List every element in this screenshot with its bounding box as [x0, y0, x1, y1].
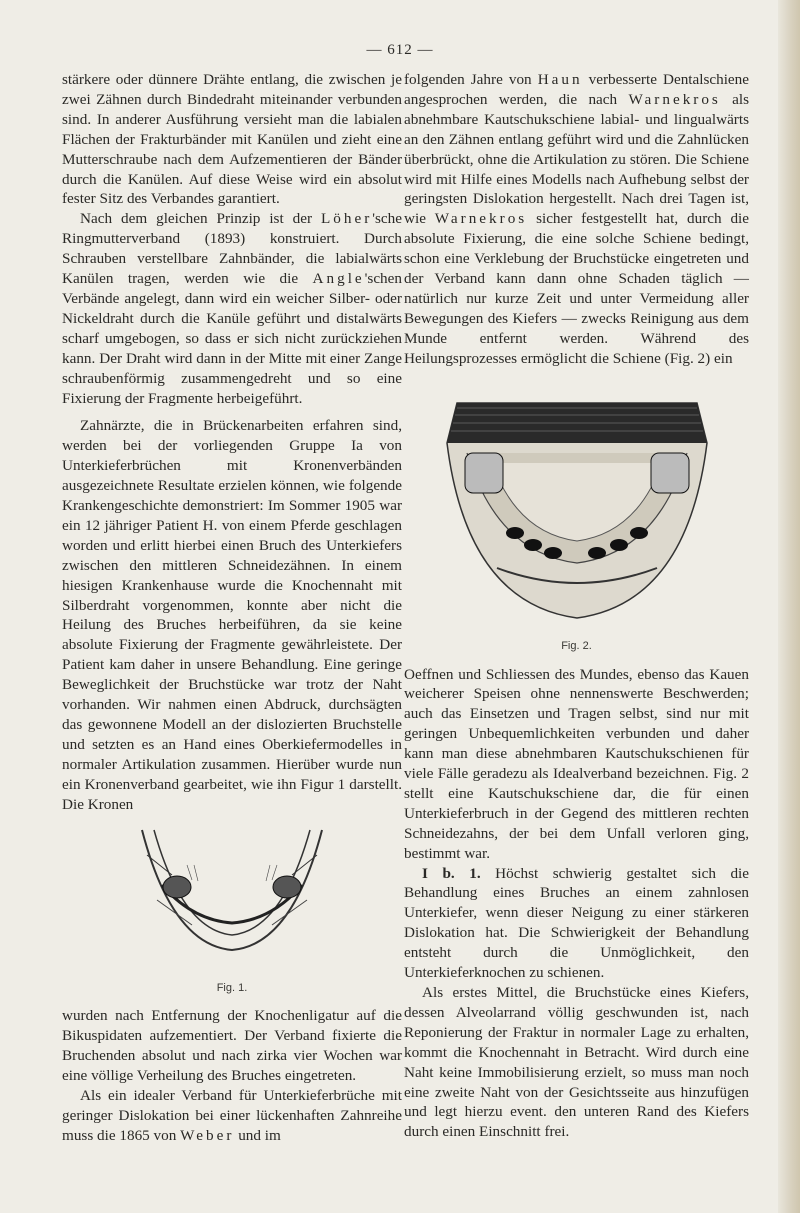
- figure-1-caption: Fig. 1.: [216, 981, 248, 994]
- text-run: 'schen Verbände angelegt, dann wird ein weicher Silber- oder Nickeldraht durch die Kanüle geführt und distalwärts scharf umgebogen, so dass er sich nicht zurückziehen kann. Der Draht wird dann in der Mitte mit einer Zange schraubenförmig zusammengedreht und so eine Fixierung der Fragmente herbeigeführt.: [62, 270, 402, 407]
- text-run: folgenden Jahre von: [404, 71, 532, 88]
- author-name-angle: Angle: [312, 270, 365, 288]
- left-paragraph-2: [62, 209, 402, 408]
- figure-2: [404, 383, 749, 657]
- right-paragraph-2: Oeffnen und Schliessen des Mundes, ebenso das Kauen weicherer Speisen ohne nennenswerte Beschwerden; auch das Einsetzen und Tragen selbst, sind nur mit geringen Unbequemlichkeiten verbunden und daher kann man diese abnehmbaren Kautschukschienen für viele Fälle geradezu als Idealverband bezeichnen. Fig. 2 stellt eine Kautschukschiene dar, die für einen Unterkieferbruch in der Gegend des mittleren rechten Schneidezahns, der bei dem Unfall verloren ging, bestimmt war.: [404, 665, 749, 862]
- text-run: Als ein idealer Verband für Unterkieferbrüche mit geringer Dislokation bei einer lückenhaften Zahnreihe muss die 1865 von: [62, 1087, 402, 1144]
- author-name-warnekros: Warnekros: [628, 90, 721, 108]
- page-number: — 612 —: [366, 42, 434, 58]
- right-paragraph-3: [404, 864, 749, 983]
- text-run: Höchst schwierig gestaltet sich die Behandlung eines Bruches an einem zahnlosen Unterkiefer, wenn dieser Neigung zu einer stärkeren Dislokation hat. Die Schwierigkeit der Behandlung entsteht durch die Unmöglichkeit, den Unterkieferknochen zu schienen.: [404, 864, 750, 982]
- right-paragraph-4: Als erstes Mittel, die Bruchstücke eines Kiefers, dessen Alveolarrand völlig geschwunden ist, nach Reponierung der Fraktur in normaler Lage zu erhalten, kommt die Knochennaht in Betracht. Wird durch eine Naht keine Immobilisierung erzielt, so muss man noch eine zweite Naht von der Gesichtsseite aus hinzufügen und legt hierzu event. den unteren Rand des Kiefers durch einen Einschnitt frei.: [404, 984, 749, 1141]
- left-paragraph-5: [62, 1086, 402, 1146]
- right-column: [404, 70, 749, 1142]
- text-run: Nach dem gleichen Prinzip ist der: [80, 210, 313, 228]
- left-paragraph-3: Zahnärzte, die in Brückenarbeiten erfahren sind, werden bei der vorliegenden Gruppe Ia von Unterkieferbrüchen mit Kronenverbänden ausgezeichnete Resultate erzielen können, wie folgende Krankengeschichte demonstriert: Im Sommer 1905 war ein 12 jähriger Patient H. von einem Pferde geschlagen worden und erlitt hierbei einen Bruch des Unterkiefers zwischen den mittleren Schneidezähnen. In einem hiesigen Krankenhause wurde die Knochennaht mit Silberdraht vorgenommen, konnte aber nicht die Heilung des Bruches herbeiführen, da sie keine absolute Fixierung der Fragmente gewährleistete. Der Patient kam daher in unsere Behandlung. Eine geringe Beweglichkeit der Bruchstücke war trotz der Naht vorhanden. Wir nahmen einen Abdruck, durchsägten das gewonnene Modell an der dislozierten Bruchstelle und setzten es an Hand eines Oberkiefermodelles in normaler Artikulation zusammen. Hierüber wurde nun ein Kronenverband gearbeitet, wie ihn Figur 1 darstellt. Die Kronen: [62, 417, 402, 813]
- right-paragraph-1: [404, 70, 749, 369]
- text-run: 'sche Ringmutterverband (1893) konstruiert. Durch Schrauben verstellbare Zahnbänder, die labialwärts Kanülen tragen, werden wie die: [62, 210, 403, 288]
- figure-1-illustration: [132, 825, 332, 975]
- author-name-haun: Haun: [537, 71, 583, 88]
- author-name-warnekros-2: Warnekros: [434, 210, 528, 228]
- text-run: sicher festgestellt hat, durch die absolute Fixierung, die eine solche Schiene bedingt, schon eine Verklebung der Bruchstücke eingetreten und der Verband kann dann ohne Schaden täglich — natürlich nur kurze Zeit und unter Vermeidung aller Bewegungen des Kiefers — zwecks Reinigung aus dem Munde entfernt werden. Während des Heilungsprozesses ermöglicht die Schiene (Fig. 2) ein: [404, 210, 750, 367]
- text-run: verbesserte Dentalschiene angesprochen werden, die nach: [404, 71, 750, 108]
- figure-2-caption: Fig. 2.: [561, 639, 592, 652]
- figure-1: [62, 825, 402, 999]
- page-edge-shadow: [778, 0, 800, 1213]
- section-label: I b. 1.: [422, 864, 481, 882]
- author-name-loeher: Löher: [321, 210, 373, 228]
- author-name-weber: Weber: [180, 1126, 235, 1144]
- left-paragraph-4: wurden nach Entfernung der Knochenligatur auf die Bikuspidaten aufzementiert. Der Verband fixierte die Bruchenden absolut und nach zirka vier Wochen war eine völlige Verheilung des Bruches eingetreten.: [62, 1007, 402, 1085]
- left-column: [62, 70, 402, 1146]
- left-paragraph-1: stärkere oder dünnere Drähte entlang, die zwischen je zwei Zähnen durch Bindedraht miteinander verbunden sind. In anderer Ausführung versieht man die labialen Flächen der Frakturbänder mit Kanülen und zieht eine Mutterschraube nach dem Aufzementieren der Bänder durch die Kanülen. Auf diese Weise wird ein absolut fester Sitz des Verbandes garantiert.: [62, 71, 402, 208]
- text-run: als abnehmbare Kautschukschiene labial- und lingualwärts an den Zähnen entlang geführt wird und die Zahnlücken überbrückt, ohne die Artikulation zu stören. Die Schiene wird mit Hilfe eines Modells nach Aufhebung selbst der geringsten Dislokation hergestellt. Nach drei Tagen ist, wie: [404, 90, 750, 228]
- figure-2-illustration: [437, 383, 717, 633]
- text-run: und im: [238, 1126, 281, 1144]
